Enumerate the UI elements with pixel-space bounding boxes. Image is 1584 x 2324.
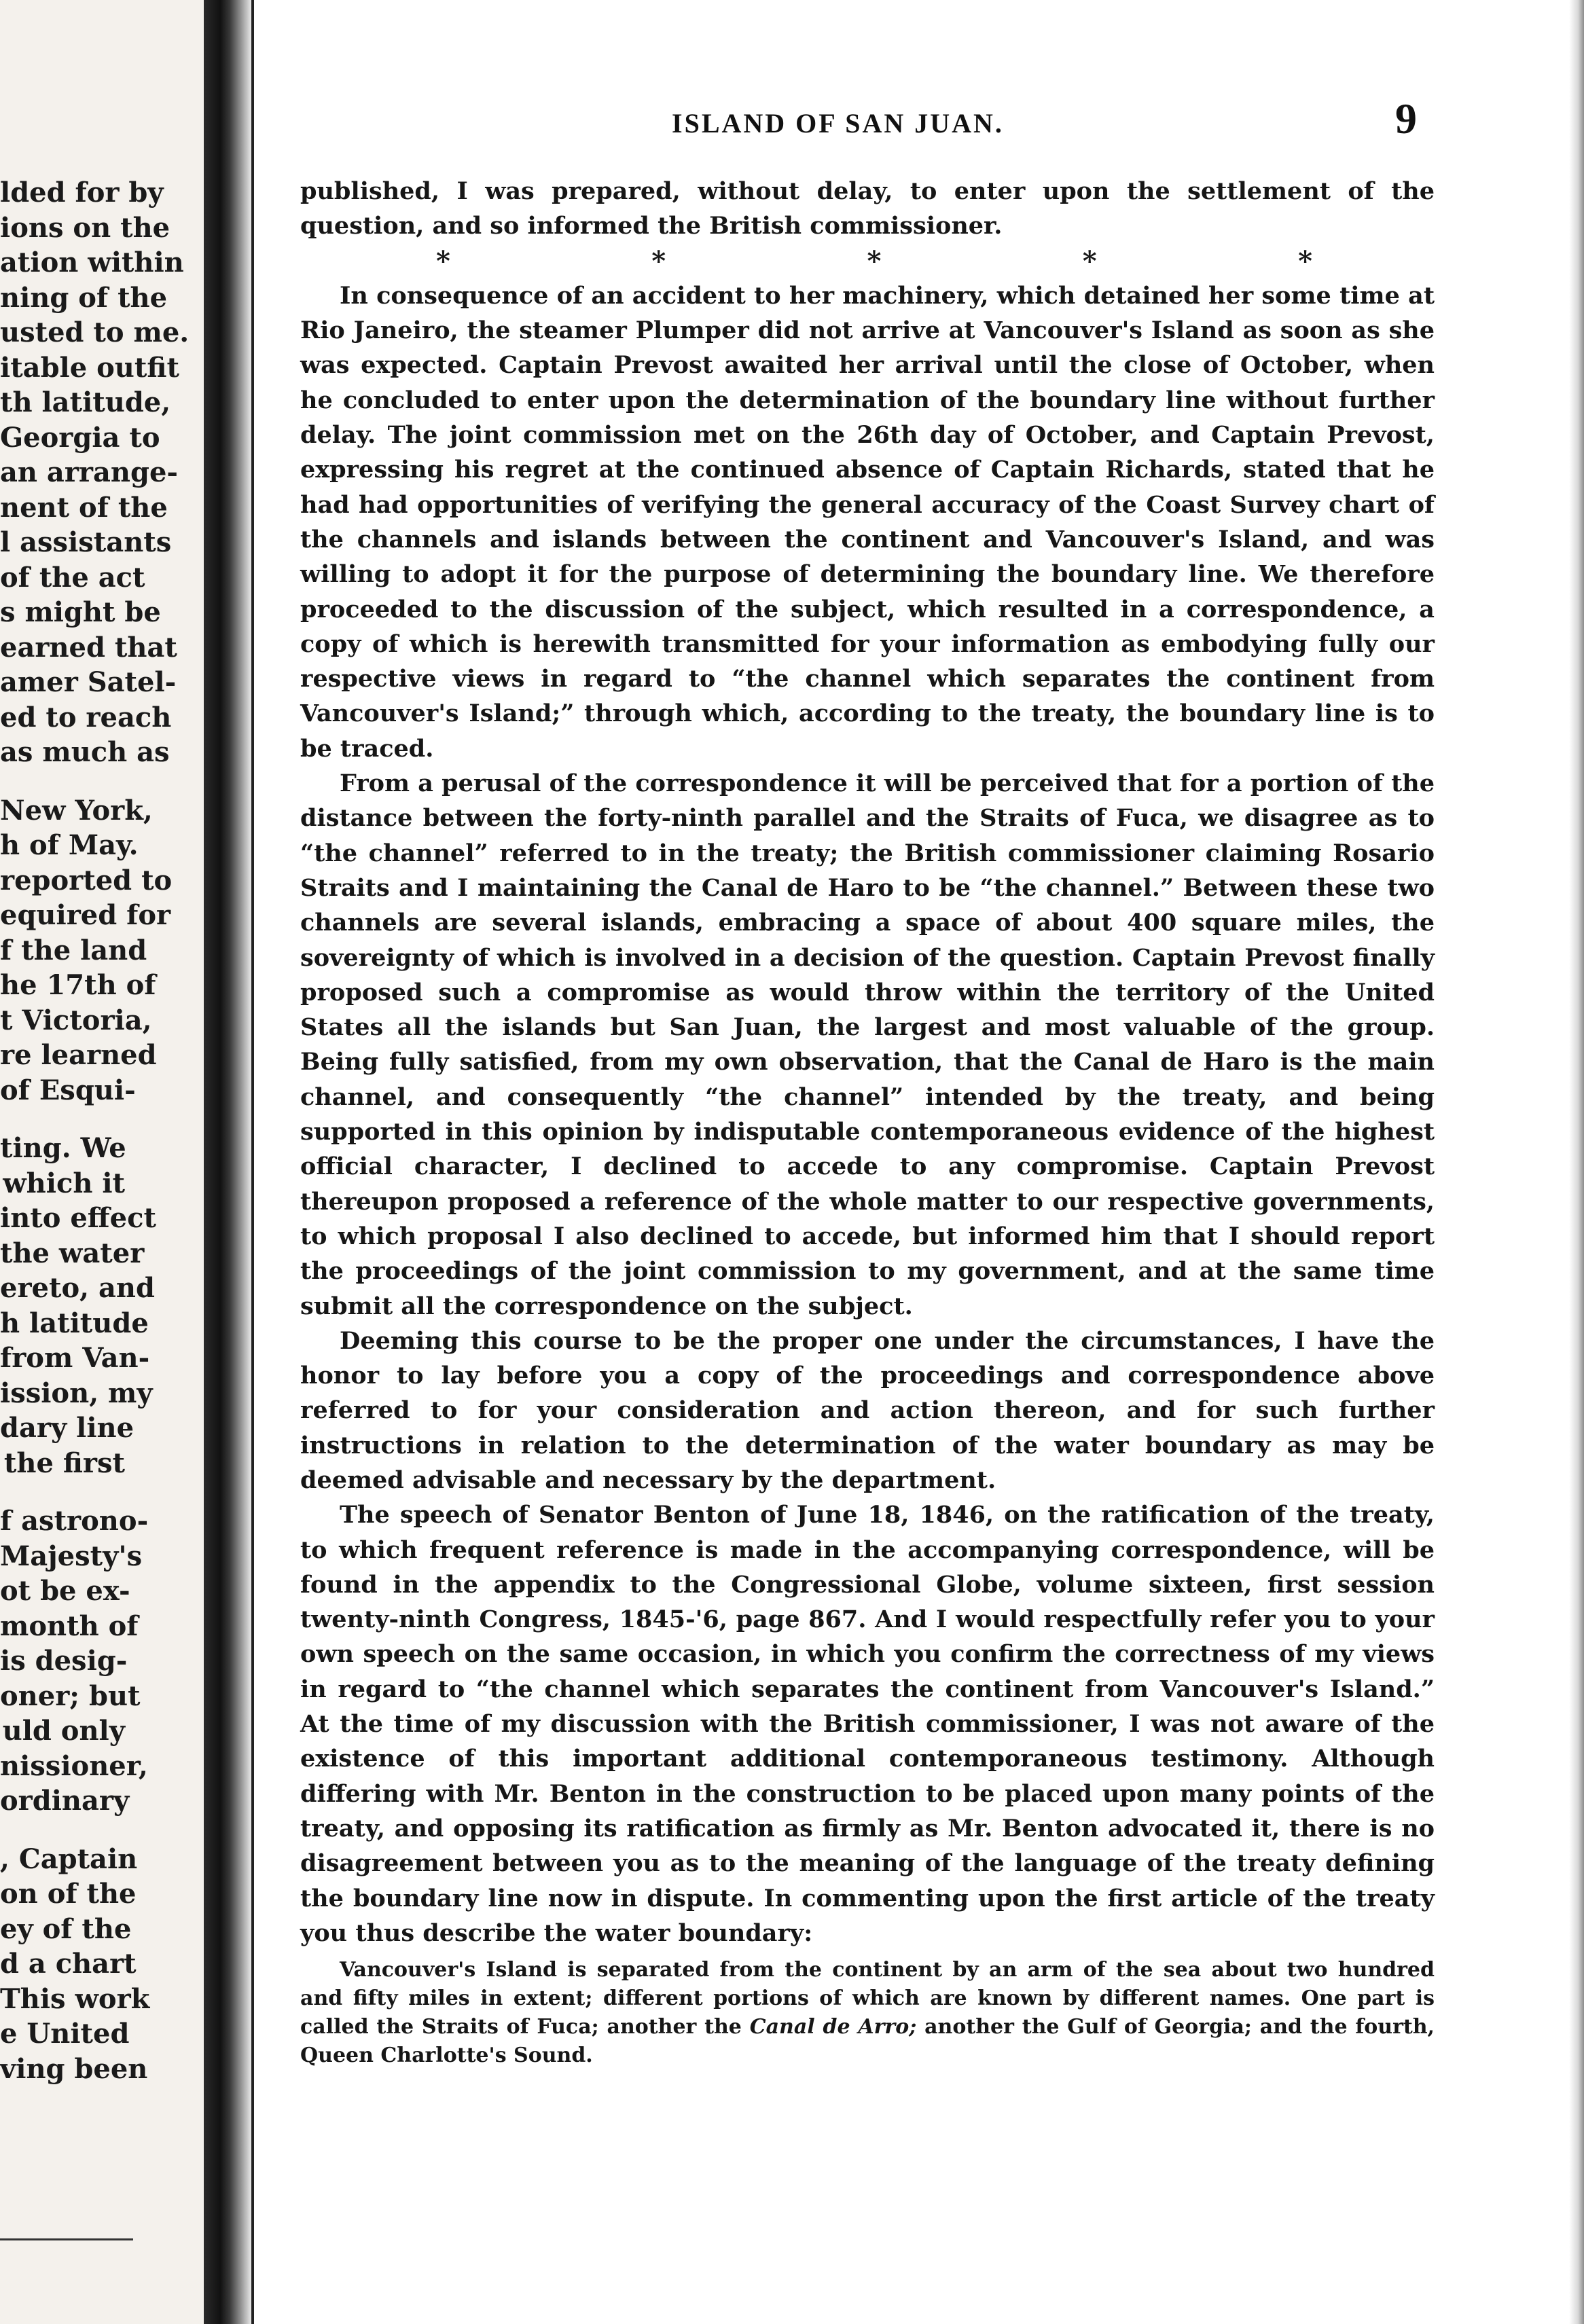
facing-page-line: from Van-	[0, 1342, 150, 1374]
facing-page-line	[0, 770, 125, 793]
facing-page	[0, 0, 204, 2324]
facing-page-line: f the land	[0, 934, 147, 966]
facing-page-line: re learned	[0, 1039, 157, 1071]
facing-page-line: th latitude,	[0, 386, 171, 418]
paragraph: Deeming this course to be the proper one under the circumstances, I have the honor to lay before you a copy of the proceedings and correspondence above referred to for your consideration and action thereon, and for such further instructions in relation to the determination of the water boundary as may be deemed advisable and necessary by the department.	[300, 1326, 1435, 1494]
quote-text: another the Gulf of Georgia; and the fourth, Queen Charlotte's Sound.	[300, 2015, 1435, 2068]
paragraph: The speech of Senator Benton of June 18, 1846, on the ratification of the treaty, to which frequent reference is made in the accompanying correspondence, will be found in the appendix to the Congressional Globe, volume sixteen, first session twenty-ninth Congress, 1845-'6, page 867. And I would respectfully refer you to your own speech on the same occasion, in which you confirm the correctness of my views in regard to “the channel which separates the continent from Vancouver's Island.” At the time of my discussion with the British commissioner, I was not aware of the existence of this important additional contemporaneous testimony. Although differing with Mr. Benton in the construction to be placed upon many points of the treaty, and opposing its ratification as firmly as Mr. Benton advocated it, there is no disagreement between you as to the meaning of the language of the treaty defining the boundary line now in dispute. In commenting upon the first article of the treaty you thus describe the water boundary:	[300, 1501, 1435, 1947]
facing-page-line: he 17th of	[0, 969, 156, 1001]
asterisk: *	[1082, 244, 1097, 277]
facing-page-line: reported to	[0, 864, 173, 896]
facing-page-line: lded for by	[0, 177, 164, 208]
facing-page-line: equired for	[0, 899, 171, 931]
facing-page-line: Majesty's	[0, 1540, 143, 1572]
quote-italic-text: Canal de Arro;	[749, 2015, 917, 2039]
facing-page-line: usted to me.	[0, 316, 190, 348]
running-title: ISLAND OF SAN JUAN.	[672, 108, 1004, 139]
block-quote	[300, 1956, 1435, 2070]
quote-text: Vancouver's Island is separated from the continent by an arm of the sea about two hundred and fifty miles in extent; different portions of which are known by different names. One part is called the Straits of Fuca; another the	[300, 1958, 1435, 2039]
facing-page-line: month of	[0, 1610, 139, 1642]
facing-page-line: of the act	[0, 561, 145, 594]
page-edge-shadow	[1569, 0, 1584, 2324]
facing-page-line: ission, my	[0, 1377, 153, 1409]
asterisk: *	[1298, 244, 1312, 277]
facing-page-line: of Esqui-	[0, 1074, 136, 1106]
facing-page-line: ning of the	[0, 281, 168, 314]
facing-page-line: h latitude	[0, 1307, 149, 1339]
facing-page-line: is desig-	[0, 1645, 128, 1677]
facing-page-line: ation within	[0, 247, 184, 278]
facing-page-line: ot be ex-	[0, 1575, 130, 1607]
facing-page-line: New York,	[0, 794, 153, 827]
facing-page-line: Georgia to	[0, 421, 160, 454]
facing-page-line: f astrono-	[0, 1505, 149, 1537]
facing-page-line: ey of the	[0, 1912, 132, 1945]
facing-page-line: nent of the	[0, 491, 168, 524]
page-number: 9	[1395, 94, 1417, 143]
facing-page-line: t Victoria,	[0, 1004, 152, 1036]
facing-page-text	[0, 175, 204, 2086]
paragraph: In consequence of an accident to her machinery, which detained her some time at Rio Janeiro, the steamer Plumper did not arrive at Vancouver's Island as soon as she was expected. Captain Prevost awaited her arrival until the close of October, when he concluded to enter upon the determination of the boundary line without further delay. The joint commission met on the 26th day of October, and Captain Prevost, expressing his regret at the continued absence of Captain Richards, stated that he had had opportunities of verifying the general accuracy of the Coast Survey chart of the channels and islands between the continent and Vancouver's Island, and was willing to adopt it for the purpose of determining the boundary line. We therefore proceeded to the discussion of the subject, which resulted in a correspondence, a copy of which is herewith transmitted for your information as embodying fully our respective views in regard to “the channel which separates the continent from Vancouver's Island;” through which, according to the treaty, the boundary line is to be traced.	[300, 281, 1435, 763]
paragraph: From a perusal of the correspondence it will be perceived that for a portion of the distance between the forty-ninth parallel and the Straits of Fuca, we disagree as to “the channel” referred to in the treaty; the British commissioner claiming Rosario Straits and I maintaining the Canal de Haro to be “the channel.” Between these two channels are several islands, embracing a space of about 400 square miles, the sovereignty of which is involved in a decision of the question. Captain Prevost finally proposed such a compromise as would throw within the territory of the United States all the islands but San Juan, the largest and most valuable of the group. Being fully satisfied, from my own observation, that the Canal de Haro is the main channel, and consequently “the channel” intended by the treaty, and being supported in this opinion by indisputable contemporaneous evidence of the highest official character, I declined to accede to any compromise. Captain Prevost thereupon proposed a reference of the whole matter to our respective governments, to which proposal I also declined to accede, but informed him that I should report the proceedings of the joint commission to my government, and at the same time submit all the correspondence on the subject.	[300, 769, 1435, 1320]
facing-page-line	[0, 1481, 125, 1504]
facing-page-line: as much as	[0, 736, 170, 768]
facing-page-line: amer Satel-	[0, 666, 177, 698]
facing-page-line: ed to reach	[0, 701, 172, 733]
facing-page-line: l assistants	[0, 526, 172, 558]
asterisk: *	[436, 244, 450, 277]
facing-page-line: the water	[0, 1237, 145, 1269]
facing-page-rule	[0, 2238, 133, 2240]
facing-page-line	[0, 1819, 125, 1842]
facing-page-line: ving been	[0, 2052, 148, 2085]
page-body	[300, 174, 1435, 2070]
section-break-asterisks	[300, 244, 1435, 278]
asterisk: *	[651, 244, 666, 277]
page-header	[254, 94, 1584, 156]
facing-page-line: into effect	[0, 1202, 156, 1234]
facing-page-line: on of the	[0, 1878, 137, 1910]
facing-page-line: ereto, and	[0, 1272, 155, 1304]
facing-page-line: e United	[0, 2018, 130, 2050]
facing-page-line: oner; but	[0, 1680, 141, 1712]
facing-page-line: itable outfit	[0, 351, 179, 384]
facing-page-line: This work	[0, 1982, 150, 2015]
facing-page-line	[0, 1108, 125, 1131]
facing-page-line: , Captain	[0, 1842, 138, 1875]
paragraph-continuation: published, I was prepared, without delay, to enter upon the settlement of the question, and so informed the British commissioner.	[300, 177, 1435, 240]
facing-page-line: an arrange-	[0, 456, 179, 488]
book-gutter	[204, 0, 251, 2324]
facing-page-line: uld only	[2, 1715, 125, 1747]
facing-page-line: d a chart	[0, 1948, 137, 1980]
facing-page-line: earned that	[0, 631, 177, 664]
facing-page-line: which it	[3, 1167, 125, 1199]
facing-page-line: ting. We	[0, 1132, 126, 1164]
facing-page-line: nissioner,	[0, 1749, 148, 1782]
facing-page-line: the first	[3, 1447, 125, 1479]
page	[251, 0, 1584, 2324]
facing-page-line: ordinary	[0, 1785, 130, 1817]
facing-page-line: ions on the	[0, 211, 170, 244]
facing-page-line: h of May.	[0, 829, 139, 861]
facing-page-line: s might be	[0, 596, 161, 628]
asterisk: *	[867, 244, 882, 277]
facing-page-line: dary line	[0, 1412, 134, 1444]
